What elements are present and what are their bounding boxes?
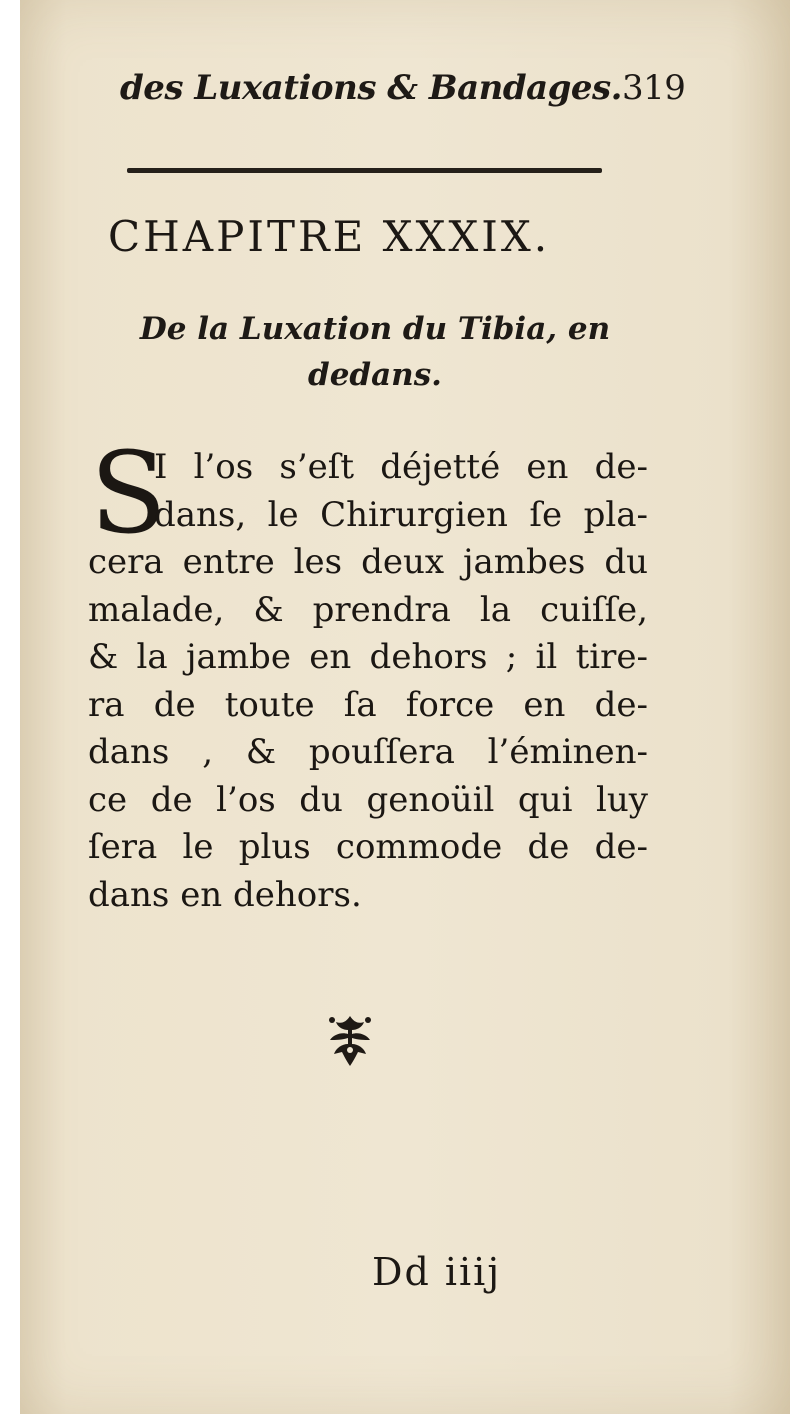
header-rule: [127, 168, 602, 173]
signature-mark: Dd iiij: [372, 1250, 502, 1294]
body-line: ce de l’os du genoüil qui luy: [88, 779, 648, 820]
body-line: ra de toute ſa force en de-: [88, 684, 648, 725]
page-number: 319: [622, 68, 686, 108]
running-head: [120, 68, 686, 108]
drop-cap: S: [90, 429, 167, 559]
chapter-subtitle: [115, 306, 635, 398]
fleuron-ornament-icon: [320, 1010, 380, 1070]
running-head-title: des Luxations & Bandages.: [120, 68, 623, 108]
book-page: [20, 0, 790, 1414]
body-line: ſera le plus commode de de-: [88, 827, 648, 867]
body-line: cera entre les deux jambes du: [88, 542, 648, 582]
body-line: dans, le Chirurgien ſe pla-: [154, 494, 648, 535]
body-line: dans , & pouſſera l’éminen-: [88, 732, 648, 772]
body-line: I l’os s’eſt déjetté en de-: [154, 447, 648, 487]
body-line: & la jambe en dehors ; il tire-: [88, 637, 648, 677]
body-paragraph: [88, 444, 648, 919]
chapter-subtitle-line-2: dedans.: [308, 357, 442, 393]
body-line: dans en dehors.: [88, 874, 362, 915]
chapter-heading: CHAPITRE XXXIX.: [108, 212, 551, 261]
body-line: malade, & prendra la cuiſſe,: [88, 589, 648, 630]
chapter-subtitle-line-1: De la Luxation du Tibia, en: [139, 311, 611, 347]
